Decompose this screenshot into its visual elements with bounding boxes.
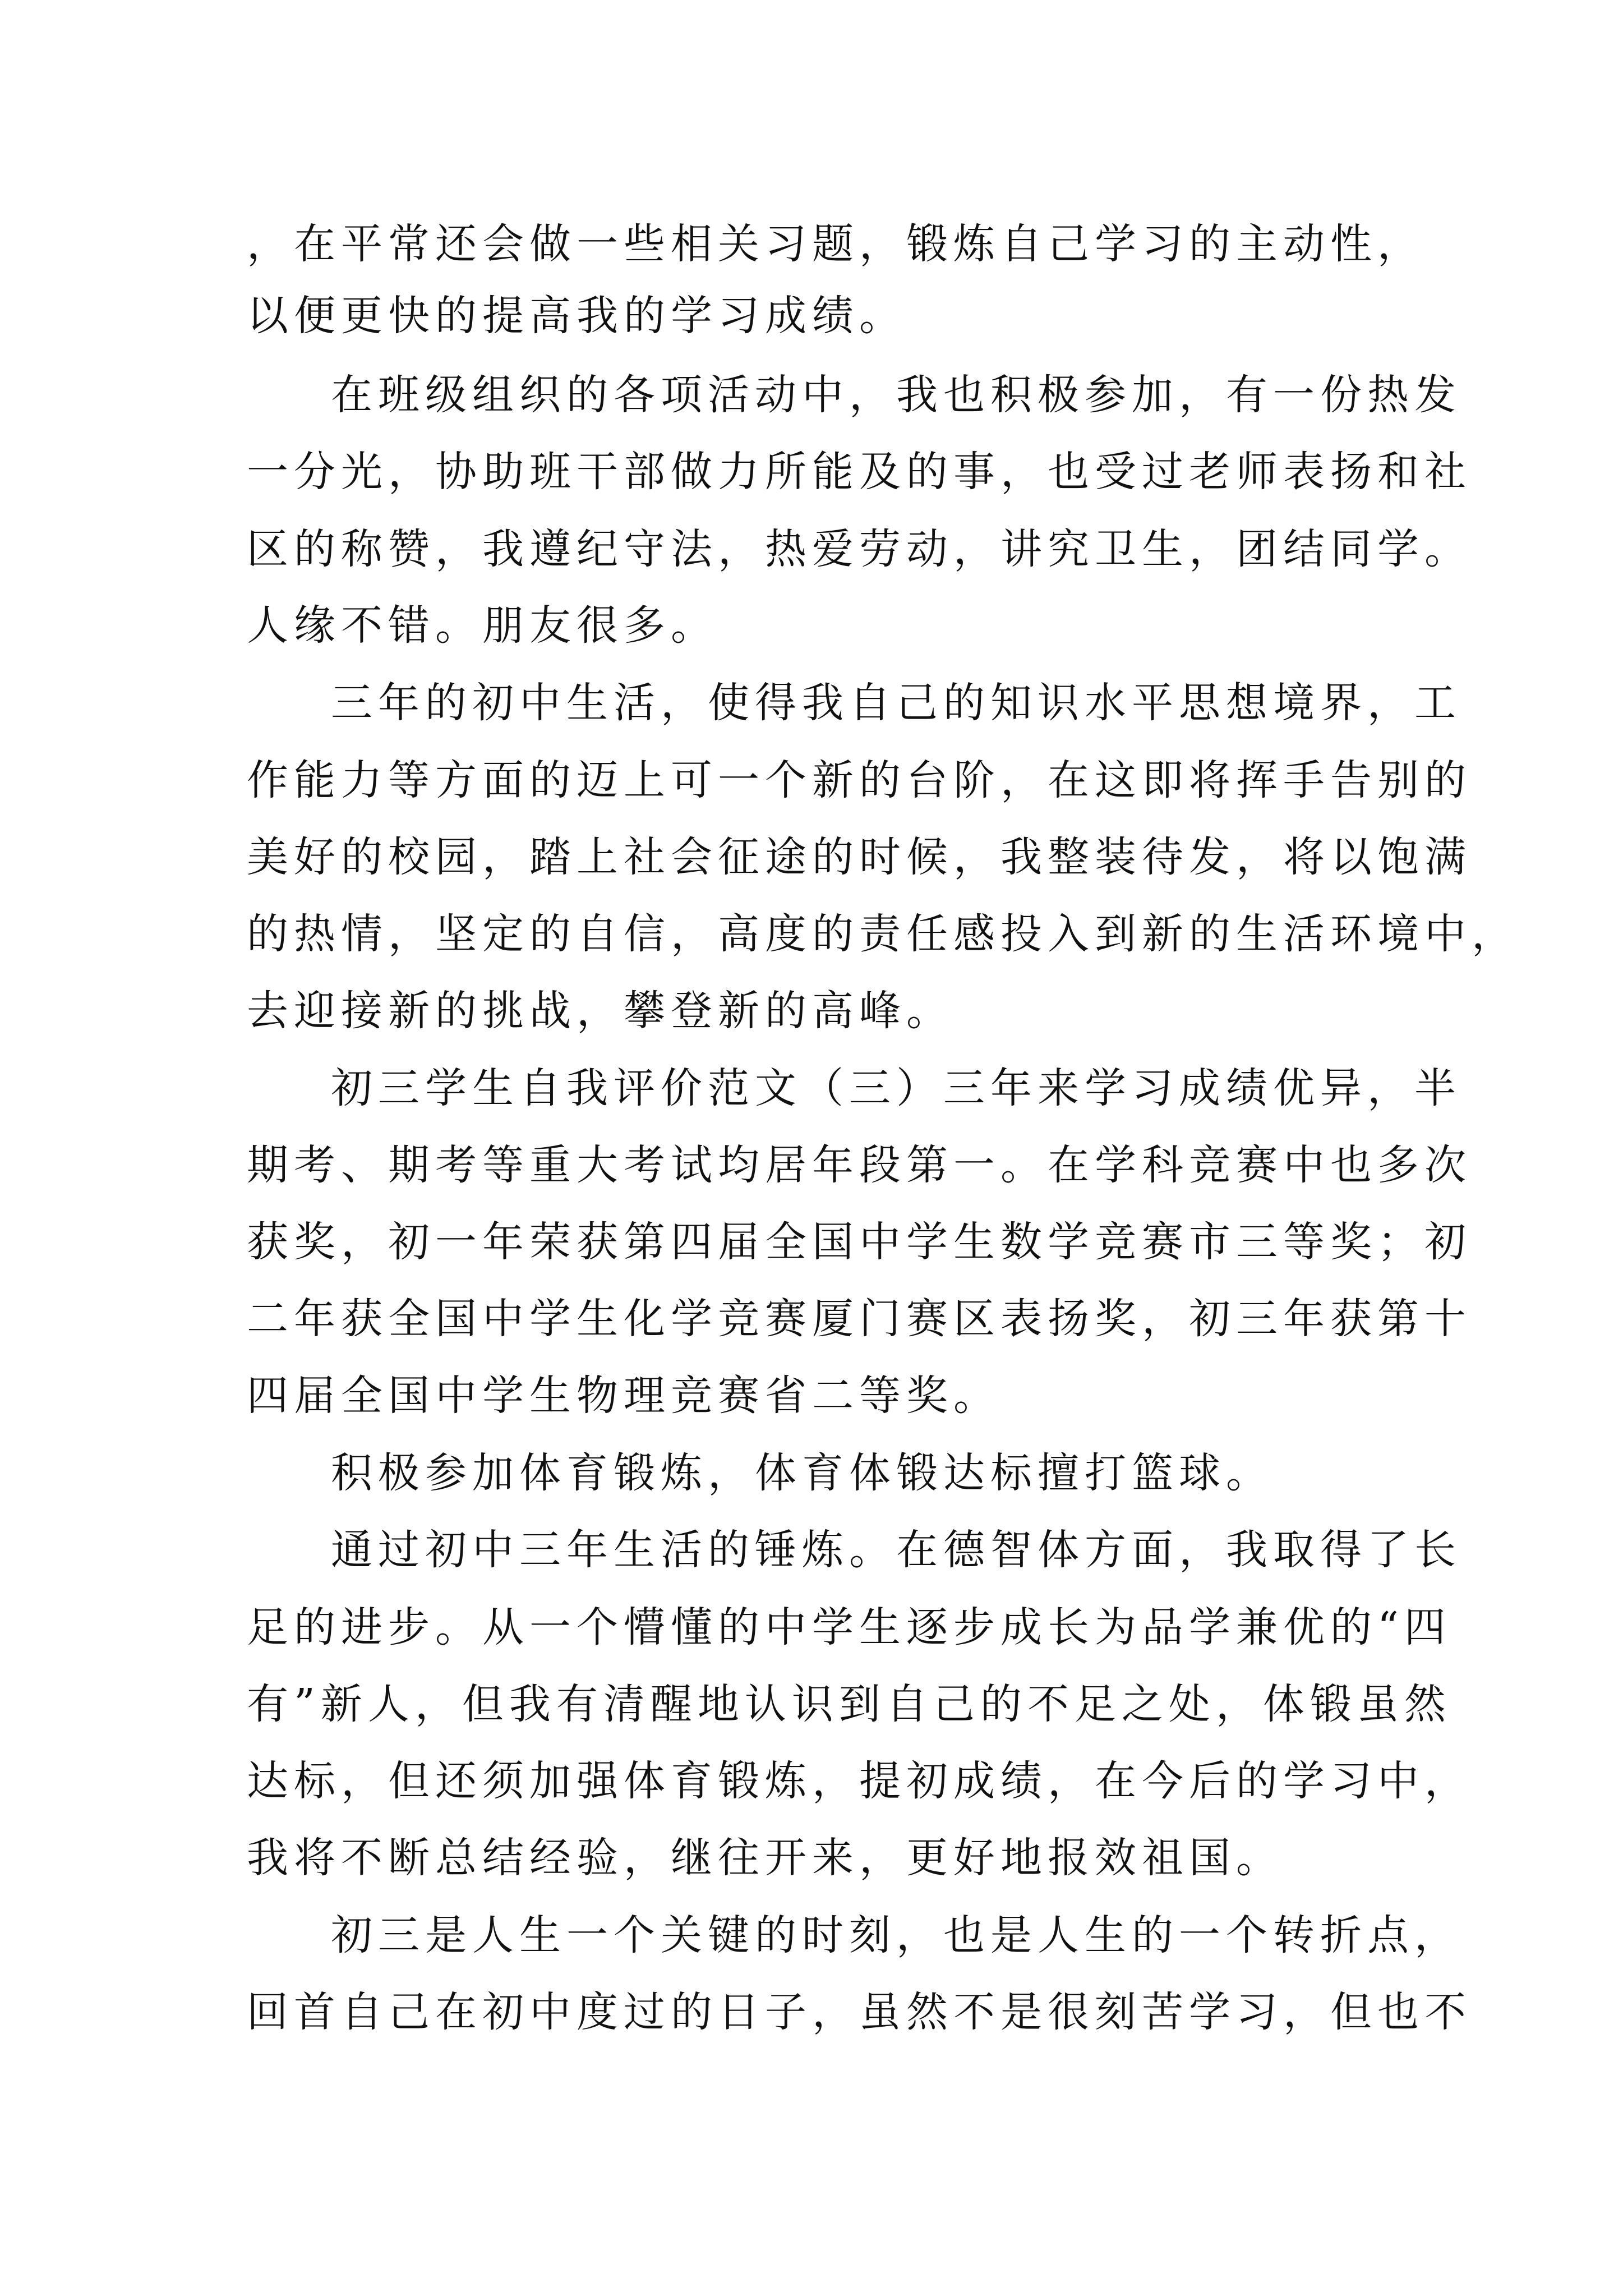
paragraph-6-line-4: 达标，但还须加强体育锻炼，提初成绩，在今后的学习中，: [247, 1757, 1472, 1805]
paragraph-4-line-1: 初三学生自我评价范文（三）三年来学习成绩优异，半: [331, 1064, 1461, 1112]
paragraph-2-line-1: 在班级组织的各项活动中，我也积极参加，有一份热发: [331, 371, 1461, 419]
paragraph-3-line-4: 的热情，坚定的自信，高度的责任感投入到新的生活环境中，: [247, 910, 1519, 958]
paragraph-6-line-3: 有”新人，但我有清醒地认识到自己的不足之处，体锻虽然: [247, 1680, 1451, 1728]
paragraph-2-line-3: 区的称赞，我遵纪守法，热爱劳动，讲究卫生，团结同学。: [247, 525, 1472, 573]
paragraph-6-line-5: 我将不断总结经验，继往开来，更好地报效祖国。: [247, 1834, 1283, 1882]
paragraph-3-line-1: 三年的初中生活，使得我自己的知识水平思想境界，工: [331, 679, 1461, 727]
paragraph-6-line-2: 足的进步。从一个懵懂的中学生逐步成长为品学兼优的“四: [247, 1603, 1451, 1651]
paragraph-7-line-2: 回首自己在初中度过的日子，虽然不是很刻苦学习，但也不: [247, 1988, 1472, 2036]
paragraph-5-line-1: 积极参加体育锻炼，体育体锻达标擅打篮球。: [331, 1449, 1273, 1497]
paragraph-1-line-1: ，在平常还会做一些相关习题，锻炼自己学习的主动性，: [247, 220, 1424, 268]
paragraph-2-line-2: 一分光，协助班干部做力所能及的事，也受过老师表扬和社: [247, 448, 1472, 496]
paragraph-4-line-3: 获奖，初一年荣获第四届全国中学生数学竞赛市三等奖；初: [247, 1218, 1472, 1266]
paragraph-1-line-2: 以便更快的提高我的学习成绩。: [247, 292, 906, 340]
paragraph-2-line-4: 人缘不错。朋友很多。: [247, 601, 718, 650]
paragraph-4-line-2: 期考、期考等重大考试均居年段第一。在学科竞赛中也多次: [247, 1141, 1472, 1189]
paragraph-4-line-5: 四届全国中学生物理竞赛省二等奖。: [247, 1372, 1000, 1420]
paragraph-7-line-1: 初三是人生一个关键的时刻，也是人生的一个转折点，: [331, 1911, 1461, 1959]
paragraph-3-line-2: 作能力等方面的迈上可一个新的台阶，在这即将挥手告别的: [247, 756, 1472, 804]
paragraph-4-line-4: 二年获全国中学生化学竞赛厦门赛区表扬奖，初三年获第十: [247, 1295, 1472, 1343]
paragraph-3-line-3: 美好的校园，踏上社会征途的时候，我整装待发，将以饱满: [247, 833, 1472, 881]
paragraph-3-line-5: 去迎接新的挑战，攀登新的高峰。: [247, 987, 953, 1035]
paragraph-6-line-1: 通过初中三年生活的锤炼。在德智体方面，我取得了长: [331, 1526, 1461, 1574]
